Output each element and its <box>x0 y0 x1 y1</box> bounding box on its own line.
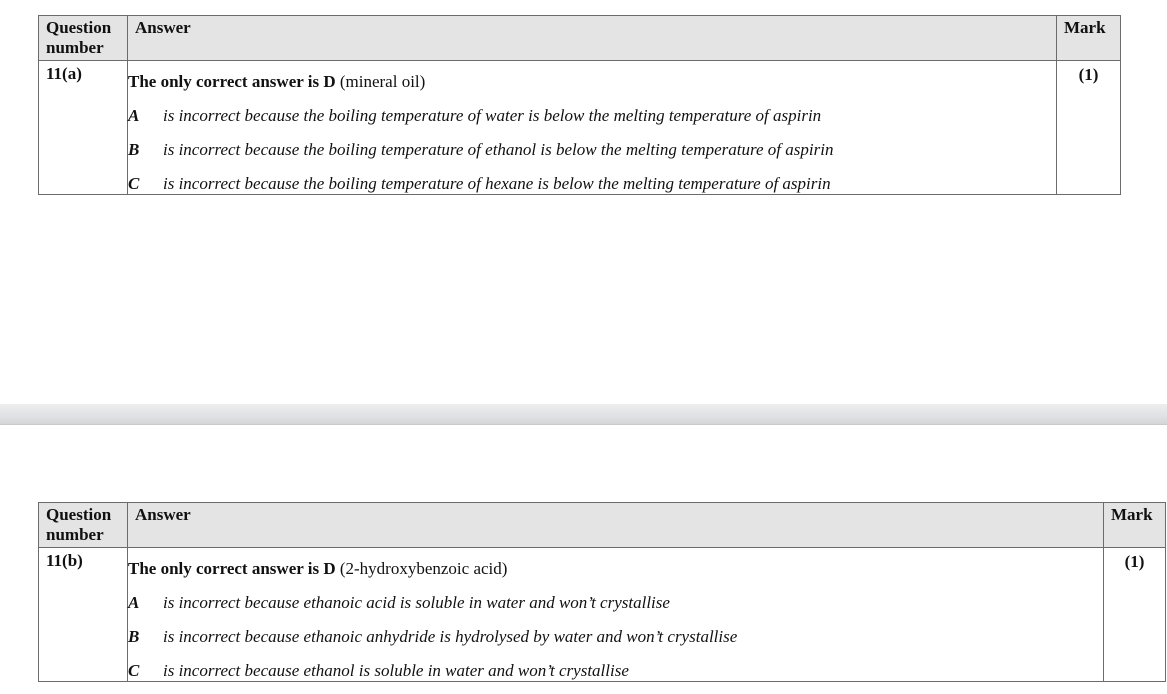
page-divider <box>0 404 1167 425</box>
header-mark: Mark <box>1104 503 1166 548</box>
option-c: C is incorrect because the boiling temperature of hexane is below the melting temperature of aspirin <box>128 174 831 193</box>
header-answer: Answer <box>128 16 1057 61</box>
mark-cell: (1) <box>1104 548 1166 682</box>
question-number-cell: 11(b) <box>39 548 128 682</box>
mark-scheme-table-11b <box>38 502 1166 682</box>
option-b: B is incorrect because ethanoic anhydride is hydrolysed by water and won’t crystallise <box>128 627 738 646</box>
mark-scheme-table-11a <box>38 15 1121 195</box>
mark-cell: (1) <box>1057 61 1121 195</box>
option-b: B is incorrect because the boiling temperature of ethanol is below the melting temperature of aspirin <box>128 140 834 159</box>
answer-cell <box>128 548 1104 682</box>
header-question-number: Question number <box>39 16 128 61</box>
header-answer: Answer <box>128 503 1104 548</box>
correct-answer-statement: The only correct answer is D (mineral oil) <box>128 72 426 91</box>
option-a: A is incorrect because ethanoic acid is soluble in water and won’t crystallise <box>128 593 670 612</box>
correct-answer-statement: The only correct answer is D (2-hydroxybenzoic acid) <box>128 559 508 578</box>
option-c: C is incorrect because ethanol is soluble in water and won’t crystallise <box>128 661 629 680</box>
header-mark: Mark <box>1057 16 1121 61</box>
question-number-cell: 11(a) <box>39 61 128 195</box>
table-header-row <box>39 503 1166 548</box>
answer-row <box>39 61 1121 195</box>
option-a: A is incorrect because the boiling temperature of water is below the melting temperature of aspirin <box>128 106 822 125</box>
table-header-row <box>39 16 1121 61</box>
answer-cell <box>128 61 1057 195</box>
header-question-number: Question number <box>39 503 128 548</box>
answer-row <box>39 548 1166 682</box>
